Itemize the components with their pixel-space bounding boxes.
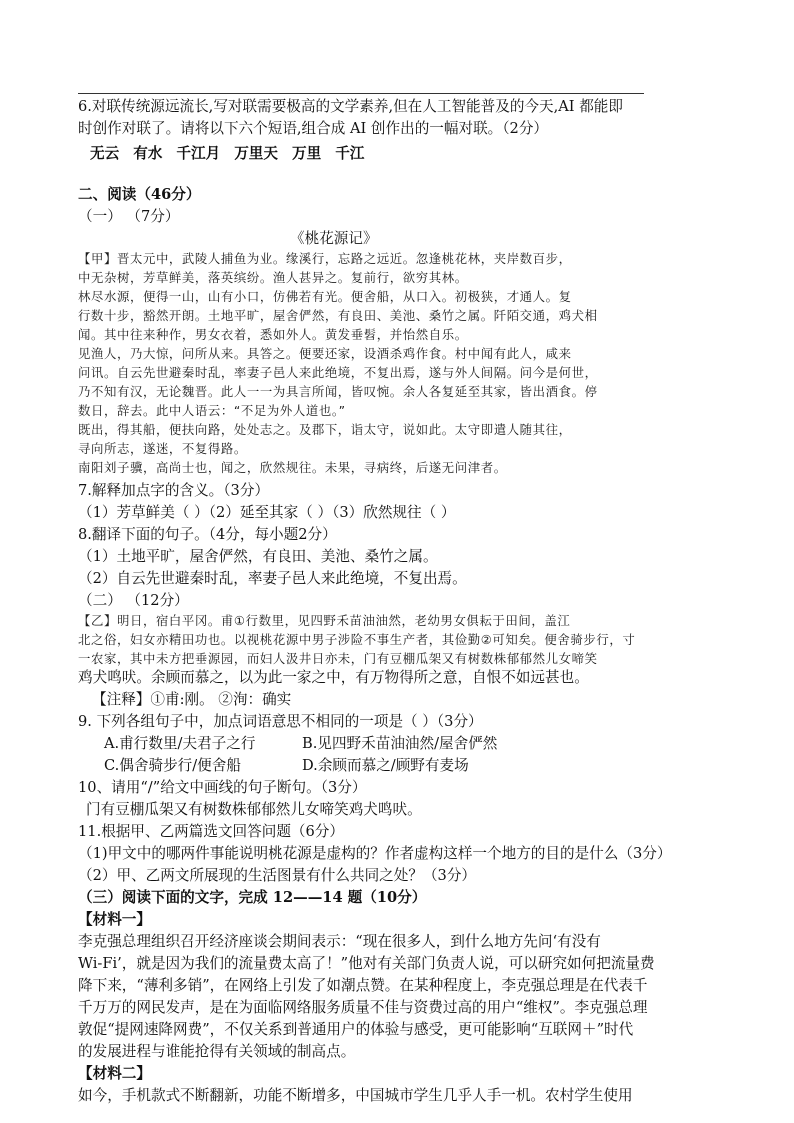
part-2-heading: （二） （12分） bbox=[78, 592, 189, 609]
q6-phrases bbox=[90, 143, 718, 165]
material-1-line-1: 李克强总理组织召开经济座谈会期间表示：“现在很多人，到什么地方先问‘有没有 bbox=[78, 933, 601, 950]
jia-line-9: 数日，辞去。此中人语云：“不足为外人道也。” bbox=[78, 403, 346, 418]
jia-line-5: 闻。其中往来种作，男女衣着，悉如外人。黄发垂髫，并怡然自乐。 bbox=[78, 327, 468, 342]
q7-stem: 7.解释加点字的含义。（3分） bbox=[78, 482, 270, 499]
notes: 【注释】①甫:刚。 ②洵：确实 bbox=[92, 691, 292, 708]
jia-line-12: 南阳刘子骥，高尚士也，闻之，欣然规往。未果，寻病终，后遂无问津者。 bbox=[78, 460, 507, 475]
jia-line-6: 见渔人，乃大惊，问所从来。具答之。便要还家，设酒杀鸡作食。村中闻有此人，咸来 bbox=[78, 346, 572, 361]
jia-line-10: 既出，得其船，便扶向路，处处志之。及郡下，诣太守，说如此。太守即遣人随其往， bbox=[78, 422, 572, 437]
q8-sentence-1: （1）土地平旷，屋舍俨然，有良田、美池、桑竹之属。 bbox=[78, 548, 438, 565]
phrase-5: 万里 bbox=[292, 145, 322, 162]
q6-line-2: 时创作对联了。请将以下六个短语,组合成 AI 创作出的一幅对联。（2分） bbox=[78, 120, 549, 137]
material-1-line-6: 的发展进程与谁能抢得有关领域的制高点。 bbox=[78, 1043, 356, 1060]
section-title: 二、阅读（46分） bbox=[78, 186, 201, 203]
q8-sentence-2: （2）自云先世避秦时乱，率妻子邑人来此绝境，不复出焉。 bbox=[78, 570, 467, 587]
jia-line-3: 林尽水源，便得一山，山有小口，仿佛若有光。便舍船，从口入。初极狭，才通人。复 bbox=[78, 289, 572, 304]
jia-line-7: 问讯。自云先世避秦时乱，率妻子邑人来此绝境，不复出焉，遂与外人间隔。问今是何世， bbox=[78, 365, 598, 380]
material-2-label: 【材料二】 bbox=[78, 1065, 151, 1082]
q10-sentence: 门有豆棚瓜架又有树数株郁郁然儿女啼笑鸡犬鸣吠。 bbox=[86, 801, 422, 818]
phrase-6: 千江 bbox=[335, 145, 365, 162]
q11-stem: 11.根据甲、乙两篇选文回答问题（6分） bbox=[78, 823, 344, 840]
jia-line-1: 【甲】晋太元中，武陵人捕鱼为业。缘溪行，忘路之远近。忽逢桃花林，夹岸数百步， bbox=[78, 251, 572, 266]
material-1-line-3: 降下来，“薄利多销”，在网络上引发了如潮点赞。在某种程度上，李克强总理是在代表千 bbox=[78, 977, 648, 994]
q9-option-d: D.余顾而慕之/顾野有麦场 bbox=[302, 757, 469, 774]
q9-option-c: C.偶舍骑步行/便舍船 bbox=[104, 757, 241, 774]
jia-line-11: 寻向所志，遂迷，不复得路。 bbox=[78, 441, 247, 456]
phrase-3: 千江月 bbox=[176, 145, 221, 162]
yi-line-2: 北之俗，妇女亦精田功也。以视桃花源中男子涉险不事生产者，其俭勤②可知矣。便舍骑步行，寸 bbox=[78, 632, 636, 647]
q11-sub-2: （2）甲、乙两文所展现的生活图景有什么共同之处？（3分） bbox=[78, 867, 477, 884]
q9-stem: 9. 下列各组句子中，加点词语意思不相同的一项是（ ）（3分） bbox=[78, 713, 483, 730]
jia-line-2: 中无杂树，芳草鲜美，落英缤纷。渔人甚异之。复前行，欲穷其林。 bbox=[78, 270, 468, 285]
top-divider bbox=[78, 93, 644, 94]
jia-line-8: 乃不知有汉，无论魏晋。此人一一为具言所闻，皆叹惋。余人各复延至其家，皆出酒食。停 bbox=[78, 384, 598, 399]
yi-line-1: 【乙】明日，宿白平冈。甫①行数里，见四野禾苗油油然，老幼男女俱耘于田间，盖江 bbox=[78, 613, 571, 628]
part-3-heading: （三）阅读下面的文字，完成 12——14 题（10分） bbox=[78, 889, 427, 906]
q8-stem: 8.翻译下面的句子。（4分，每小题2分） bbox=[78, 526, 337, 543]
material-1-line-5: 敦促“提网速降网费”，不仅关系到普通用户的体验与感受，更可能影响“互联网＋”时代 bbox=[78, 1021, 634, 1038]
phrase-2: 有水 bbox=[133, 145, 163, 162]
yi-line-3: 一农家，其中未方把垂源园，而妇人汲井日亦未，门有豆棚瓜架又有树数株郁郁然儿女啼笑 bbox=[78, 651, 598, 666]
material-1-line-4: 千万万的网民发声，是在为面临网络服务质量不佳与资费过高的用户“维权”。李克强总理 bbox=[78, 999, 648, 1016]
yi-tail: 鸡犬鸣吠。余顾而慕之，以为此一家之中，有万物得所之意，自恨不如远甚也。 bbox=[78, 669, 589, 686]
part-1-heading: （一） （7分） bbox=[78, 208, 180, 225]
material-2-line-1: 如今，手机款式不断翻新，功能不断增多，中国城市学生几乎人手一机。农村学生使用 bbox=[78, 1087, 633, 1104]
material-1-line-2: Wi-Fi’，就是因为我们的流量费太高了！”他对有关部门负责人说，可以研究如何把流量费 bbox=[78, 955, 655, 972]
q9-option-b: B.见四野禾苗油油然/屋舍俨然 bbox=[302, 735, 498, 752]
q11-sub-1: （1)甲文中的哪两件事能说明桃花源是虚构的？作者虚构这样一个地方的目的是什么（3分） bbox=[78, 845, 672, 862]
phrase-1: 无云 bbox=[90, 145, 120, 162]
material-1-label: 【材料一】 bbox=[78, 911, 151, 928]
jia-line-4: 行数十步，豁然开朗。土地平旷，屋舍俨然，有良田、美池、桑竹之属。阡陌交通，鸡犬相 bbox=[78, 308, 598, 323]
q6-line-1: 6.对联传统源远流长,写对联需要极高的文学素养,但在人工智能普及的今天,AI 都能即 bbox=[78, 98, 623, 115]
q9-option-a: A.甫行数里/夫君子之行 bbox=[104, 735, 256, 752]
q10-stem: 10、请用“/”给文中画线的句子断句。（3分） bbox=[78, 779, 367, 796]
passage-title: 《桃花源记》 bbox=[290, 230, 378, 247]
q7-items: （1）芳草鲜美（ ）（2）延至其家（ ）（3）欣然规往（ ） bbox=[78, 504, 456, 521]
phrase-4: 万里天 bbox=[234, 145, 278, 162]
